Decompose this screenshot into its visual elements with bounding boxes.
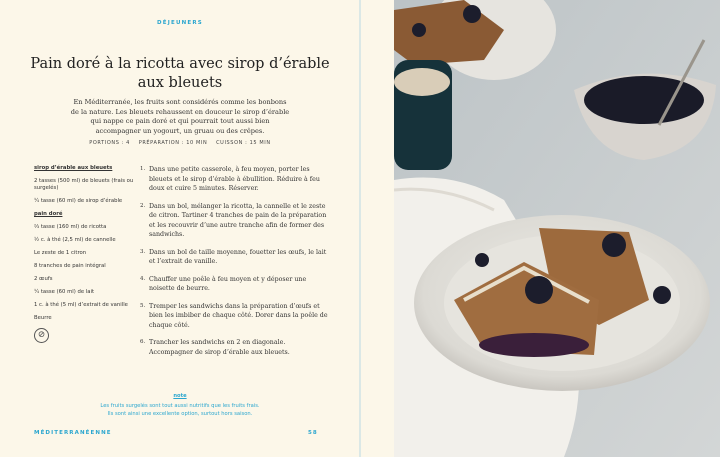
book-title-footer: MÉDITERRANÉENNE	[34, 430, 112, 436]
ingredient-item: 2 œufs	[34, 276, 53, 282]
recipe-body	[0, 165, 360, 365]
step-text: Dans une petite casserole, à feu moyen, porter les bleuets et le sirop d’érable à ébullition. Réduire à feu doux et cuire 5 minutes. Réserver.	[149, 166, 320, 192]
ingredient-item: ⅔ tasse (160 ml) de ricotta	[34, 224, 107, 230]
gutter-divider	[359, 0, 361, 457]
ingredient-heading: sirop d’érable aux bleuets	[34, 165, 113, 171]
step-number: 5.	[140, 302, 146, 309]
ingredient-item: ½ c. à thé (2,5 ml) de cannelle	[34, 237, 116, 243]
recipe-column	[0, 20, 360, 418]
step-text: Dans un bol de taille moyenne, fouetter les œufs, le lait et l’extrait de vanille.	[149, 248, 327, 265]
step-number: 1.	[140, 166, 146, 172]
step-text: Tremper les sandwichs dans la préparation d’œufs et bien les imbiber de chaque côté. Dorer dans la poêle de chaque côté.	[149, 302, 328, 329]
note-heading: note	[173, 393, 187, 399]
french-toast-photo	[394, 0, 720, 457]
no-nuts-icon: ⊘	[34, 328, 49, 343]
step-number: 4.	[140, 275, 146, 282]
step-item	[140, 302, 328, 331]
note	[0, 384, 360, 418]
note-text: Les fruits surgelés sont tout aussi nutritifs que les fruits frais.	[100, 403, 260, 409]
step-item	[140, 202, 328, 240]
step-number: 6.	[140, 339, 146, 345]
step-item	[140, 275, 328, 294]
step-text: Trancher les sandwichs en 2 en diagonale. Accompagner de sirop d’érable aux bleuets.	[149, 339, 290, 356]
ingredient-item: 8 tranches de pain intégral	[34, 263, 106, 269]
recipe-meta: PORTIONS : 4 PRÉPARATION : 10 MIN CUISSON : 15 MIN	[89, 140, 271, 146]
step-text: Chauffer une poêle à feu moyen et y déposer une noisette de beurre.	[149, 275, 307, 292]
section-label: DÉJEUNERS	[157, 20, 203, 26]
recipe-intro: En Méditerranée, les fruits sont considérés comme les bonbons de la nature. Les bleuets rehaussent en douceur le sirop d’érable qui nappe ce pain doré et qui pourrait tout aussi bien accompagner un yogourt, un gruau ou des crêpes.	[70, 98, 290, 135]
ingredient-list	[34, 165, 134, 322]
note-text: Ils sont ainsi une excellente option, surtout hors saison.	[107, 411, 253, 417]
step-list	[140, 165, 328, 365]
page-number: 58	[308, 430, 318, 436]
step-item	[140, 248, 328, 267]
recipe-title: Pain doré à la ricotta avec sirop d’érable aux bleuets	[30, 56, 330, 91]
step-number: 3.	[140, 248, 146, 255]
ingredient-item: Beurre	[34, 315, 52, 321]
step-number: 2.	[140, 202, 146, 209]
ingredient-heading: pain doré	[34, 211, 63, 217]
ingredient-item: 1 c. à thé (5 ml) d’extrait de vanille	[34, 302, 128, 308]
step-item	[140, 165, 328, 194]
ingredient-item: ¼ tasse (60 ml) de lait	[34, 289, 95, 295]
ingredient-item: Le zeste de 1 citron	[34, 250, 87, 256]
ingredient-column	[34, 165, 134, 365]
ingredient-item: 2 tasses (500 ml) de bleuets (frais ou surgelés)	[34, 178, 134, 191]
step-text: Dans un bol, mélanger la ricotta, la cannelle et le zeste de citron. Tartiner 4 tranches de pain de la préparation et les recouvrir d’une autre tranche afin de former des sandwichs.	[149, 202, 327, 238]
recipe-photo	[394, 0, 720, 457]
step-item	[140, 338, 328, 357]
ingredient-item: ¼ tasse (60 ml) de sirop d’érable	[34, 198, 123, 204]
